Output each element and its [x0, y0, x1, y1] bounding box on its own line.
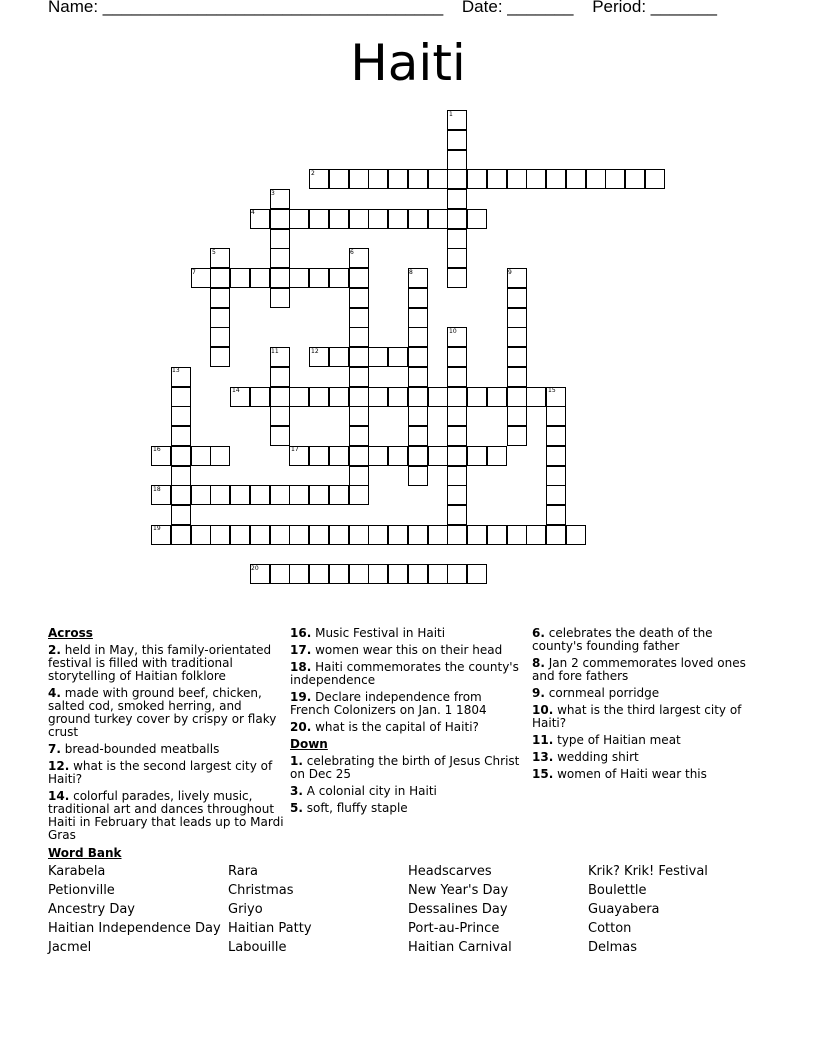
clue-text: what is the second largest city of Haiti? — [48, 759, 273, 786]
clue-text: cornmeal porridge — [548, 686, 660, 700]
word-bank-heading: Word Bank — [48, 846, 122, 860]
grid-cell[interactable] — [349, 525, 369, 545]
word-bank-item: Labouille — [228, 940, 287, 955]
grid-cell[interactable] — [210, 308, 230, 328]
grid-cell[interactable] — [289, 268, 309, 288]
word-bank-item: Christmas — [228, 883, 294, 898]
grid-cell[interactable] — [309, 387, 329, 407]
grid-cell[interactable] — [388, 446, 408, 466]
grid-cell[interactable] — [447, 406, 467, 426]
grid-cell[interactable] — [526, 525, 546, 545]
clue-number: 15 — [548, 387, 556, 394]
grid-cell[interactable] — [230, 525, 250, 545]
grid-cell[interactable] — [546, 505, 566, 525]
clue-text: type of Haitian meat — [557, 733, 681, 747]
grid-cell[interactable] — [526, 387, 546, 407]
clue-num: 16. — [290, 626, 312, 640]
clue-number: 6 — [350, 249, 354, 256]
clue-number: 13 — [172, 367, 180, 374]
clue-number: 12 — [311, 348, 319, 355]
grid-cell[interactable] — [428, 209, 448, 229]
word-bank-item: Guayabera — [588, 902, 660, 917]
grid-cell[interactable] — [546, 485, 566, 505]
clue-text: celebrates the death of the county's founding father — [532, 626, 713, 653]
down-clue — [532, 704, 762, 730]
grid-cell[interactable] — [349, 564, 369, 584]
grid-cell[interactable] — [546, 426, 566, 446]
grid-cell[interactable] — [270, 564, 290, 584]
grid-cell[interactable] — [171, 525, 191, 545]
clue-num: 10. — [532, 703, 554, 717]
word-bank-item: Ancestry Day — [48, 902, 135, 917]
grid-cell[interactable] — [447, 150, 467, 170]
grid-cell[interactable] — [467, 209, 487, 229]
grid-cell[interactable] — [467, 387, 487, 407]
clue-text: Music Festival in Haiti — [315, 626, 446, 640]
grid-cell[interactable] — [507, 525, 527, 545]
clue-text: held in May, this family-orientated festival is filled with traditional storytelling of Haitian folklore — [48, 643, 272, 683]
grid-cell[interactable] — [329, 446, 349, 466]
grid-cell[interactable] — [408, 308, 428, 328]
down-clue — [290, 802, 522, 815]
grid-cell[interactable] — [408, 347, 428, 367]
grid-cell[interactable] — [428, 169, 448, 189]
grid-cell[interactable] — [210, 347, 230, 367]
grid-cell[interactable] — [309, 485, 329, 505]
grid-cell[interactable] — [210, 485, 230, 505]
clue-text: Haiti commemorates the county's independence — [290, 660, 519, 687]
grid-cell[interactable] — [546, 466, 566, 486]
grid-cell[interactable] — [171, 466, 191, 486]
down-clue — [290, 785, 522, 798]
grid-cell[interactable] — [270, 426, 290, 446]
grid-cell[interactable] — [270, 406, 290, 426]
down-clue — [532, 657, 762, 683]
grid-cell[interactable] — [210, 327, 230, 347]
grid-cell[interactable] — [191, 485, 211, 505]
grid-cell[interactable] — [329, 485, 349, 505]
clue-number: 7 — [192, 269, 196, 276]
grid-cell[interactable] — [230, 485, 250, 505]
grid-cell[interactable] — [507, 406, 527, 426]
grid-cell[interactable] — [270, 288, 290, 308]
grid-cell[interactable] — [210, 288, 230, 308]
grid-cell[interactable] — [329, 169, 349, 189]
clue-number: 16 — [153, 446, 161, 453]
grid-cell[interactable] — [270, 525, 290, 545]
clue-number: 2 — [311, 170, 315, 177]
clue-num: 13. — [532, 750, 554, 764]
clue-number: 19 — [153, 525, 161, 532]
grid-cell[interactable] — [349, 367, 369, 387]
clue-number: 5 — [212, 249, 216, 256]
grid-cell[interactable] — [270, 209, 290, 229]
grid-cell[interactable] — [388, 525, 408, 545]
grid-cell[interactable] — [329, 525, 349, 545]
word-bank-item: Delmas — [588, 940, 638, 955]
grid-cell[interactable] — [250, 485, 270, 505]
grid-cell[interactable] — [447, 169, 467, 189]
grid-cell[interactable] — [507, 308, 527, 328]
clue-number: 8 — [409, 269, 413, 276]
grid-cell[interactable] — [349, 387, 369, 407]
grid-cell[interactable] — [566, 525, 586, 545]
clue-num: 17. — [290, 643, 312, 657]
grid-cell[interactable] — [447, 268, 467, 288]
grid-cell[interactable] — [586, 169, 606, 189]
clue-number: 18 — [153, 486, 161, 493]
word-bank-column — [228, 864, 312, 959]
grid-cell[interactable] — [487, 387, 507, 407]
grid-cell[interactable] — [447, 229, 467, 249]
clue-num: 15. — [532, 767, 554, 781]
grid-cell[interactable] — [329, 387, 349, 407]
clue-num: 11. — [532, 733, 554, 747]
grid-cell[interactable] — [329, 347, 349, 367]
clue-text: wedding shirt — [557, 750, 639, 764]
across-clue — [48, 687, 284, 739]
word-bank-item: Karabela — [48, 864, 106, 879]
grid-cell[interactable] — [171, 446, 191, 466]
clue-text: what is the third largest city of Haiti? — [532, 703, 742, 730]
grid-cell[interactable] — [349, 308, 369, 328]
grid-cell[interactable] — [428, 446, 448, 466]
grid-cell[interactable] — [546, 446, 566, 466]
grid-cell[interactable] — [546, 525, 566, 545]
word-bank-item: Griyo — [228, 902, 263, 917]
grid-cell[interactable] — [349, 327, 369, 347]
grid-cell[interactable] — [368, 525, 388, 545]
grid-cell[interactable] — [270, 229, 290, 249]
clue-num: 18. — [290, 660, 312, 674]
clue-num: 7. — [48, 742, 61, 756]
grid-cell[interactable] — [447, 505, 467, 525]
grid-cell[interactable] — [349, 347, 369, 367]
clue-column-3 — [532, 627, 762, 785]
clue-text: celebrating the birth of Jesus Christ on Dec 25 — [290, 754, 520, 781]
grid-cell[interactable] — [408, 288, 428, 308]
across-clue — [48, 743, 284, 756]
grid-cell[interactable] — [447, 387, 467, 407]
clue-text: soft, fluffy staple — [306, 801, 408, 815]
page-title: Haiti — [350, 34, 466, 92]
grid-cell[interactable] — [349, 426, 369, 446]
grid-cell[interactable] — [210, 446, 230, 466]
clue-text: A colonial city in Haiti — [306, 784, 437, 798]
clue-number: 10 — [449, 328, 457, 335]
clue-number: 9 — [508, 269, 512, 276]
grid-cell[interactable] — [349, 485, 369, 505]
grid-cell[interactable] — [171, 406, 191, 426]
down-clue — [532, 627, 762, 653]
grid-cell[interactable] — [171, 485, 191, 505]
grid-cell[interactable] — [408, 367, 428, 387]
grid-cell[interactable] — [191, 446, 211, 466]
clue-num: 6. — [532, 626, 545, 640]
grid-cell[interactable] — [507, 426, 527, 446]
grid-cell[interactable] — [270, 387, 290, 407]
grid-cell[interactable] — [329, 209, 349, 229]
grid-cell[interactable] — [230, 268, 250, 288]
grid-cell[interactable] — [447, 485, 467, 505]
date-field[interactable]: Date: _______ — [461, 0, 574, 16]
grid-cell[interactable] — [447, 347, 467, 367]
clue-number: 3 — [271, 190, 275, 197]
down-clue — [532, 751, 762, 764]
grid-cell[interactable] — [447, 209, 467, 229]
grid-cell[interactable] — [467, 564, 487, 584]
clue-number: 4 — [251, 209, 255, 216]
down-heading: Down — [290, 737, 328, 751]
down-clue — [532, 687, 762, 700]
across-clue — [290, 721, 522, 734]
grid-cell[interactable] — [289, 387, 309, 407]
word-bank-item: Haitian Independence Day — [48, 921, 221, 936]
grid-cell[interactable] — [270, 268, 290, 288]
grid-cell[interactable] — [250, 525, 270, 545]
grid-cell[interactable] — [349, 406, 369, 426]
word-bank-item: Haitian Patty — [228, 921, 312, 936]
across-clue — [290, 627, 522, 640]
across-clue — [290, 644, 522, 657]
clue-num: 12. — [48, 759, 70, 773]
clue-text: made with ground beef, chicken, salted cod, smoked herring, and ground turkey cover by crispy or flaky crust — [48, 686, 277, 739]
grid-cell[interactable] — [447, 189, 467, 209]
grid-cell[interactable] — [526, 169, 546, 189]
grid-cell[interactable] — [349, 268, 369, 288]
grid-cell[interactable] — [447, 367, 467, 387]
clue-column-1 — [48, 627, 284, 846]
grid-cell[interactable] — [467, 169, 487, 189]
clue-num: 20. — [290, 720, 312, 734]
word-bank-item: Rara — [228, 864, 259, 879]
grid-cell[interactable] — [546, 169, 566, 189]
clue-num: 4. — [48, 686, 61, 700]
across-heading: Across — [48, 626, 93, 640]
word-bank-item: Petionville — [48, 883, 115, 898]
grid-cell[interactable] — [408, 525, 428, 545]
grid-cell[interactable] — [507, 367, 527, 387]
grid-cell[interactable] — [289, 525, 309, 545]
clue-num: 1. — [290, 754, 303, 768]
word-bank-item: Haitian Carnival — [408, 940, 512, 955]
clue-num: 8. — [532, 656, 545, 670]
grid-cell[interactable] — [368, 446, 388, 466]
grid-cell[interactable] — [289, 564, 309, 584]
grid-cell[interactable] — [309, 446, 329, 466]
word-bank-item: Jacmel — [48, 940, 92, 955]
period-field[interactable]: Period: _______ — [592, 0, 717, 16]
grid-cell[interactable] — [349, 446, 369, 466]
grid-cell[interactable] — [507, 169, 527, 189]
name-field[interactable]: Name: ____________________________________ — [48, 0, 444, 16]
grid-cell[interactable] — [368, 209, 388, 229]
grid-cell[interactable] — [388, 387, 408, 407]
grid-cell[interactable] — [428, 387, 448, 407]
grid-cell[interactable] — [408, 406, 428, 426]
grid-cell[interactable] — [289, 485, 309, 505]
grid-cell[interactable] — [210, 268, 230, 288]
grid-cell[interactable] — [171, 387, 191, 407]
grid-cell[interactable] — [447, 248, 467, 268]
grid-cell[interactable] — [487, 169, 507, 189]
grid-cell[interactable] — [329, 268, 349, 288]
grid-cell[interactable] — [507, 387, 527, 407]
grid-cell[interactable] — [645, 169, 665, 189]
grid-cell[interactable] — [546, 406, 566, 426]
grid-cell[interactable] — [250, 387, 270, 407]
grid-cell[interactable] — [566, 169, 586, 189]
grid-cell[interactable] — [408, 466, 428, 486]
grid-cell[interactable] — [270, 367, 290, 387]
across-clue — [290, 661, 522, 687]
word-bank-item: Headscarves — [408, 864, 492, 879]
grid-cell[interactable] — [171, 426, 191, 446]
word-bank-item: Cotton — [588, 921, 632, 936]
grid-cell[interactable] — [487, 446, 507, 466]
grid-cell[interactable] — [447, 446, 467, 466]
clue-number: 20 — [251, 565, 259, 572]
word-bank-item: New Year's Day — [408, 883, 509, 898]
clue-text: Declare independence from French Colonizers on Jan. 1 1804 — [290, 690, 487, 717]
grid-cell[interactable] — [447, 564, 467, 584]
grid-cell[interactable] — [210, 525, 230, 545]
grid-cell[interactable] — [605, 169, 625, 189]
grid-cell[interactable] — [408, 446, 428, 466]
clue-column-2 — [290, 627, 522, 819]
down-clue — [290, 755, 522, 781]
down-clue — [532, 734, 762, 747]
grid-cell[interactable] — [329, 564, 349, 584]
grid-cell[interactable] — [428, 564, 448, 584]
word-bank-column — [408, 864, 512, 959]
word-bank-item: Port-au-Prince — [408, 921, 500, 936]
grid-cell[interactable] — [349, 169, 369, 189]
clue-num: 3. — [290, 784, 303, 798]
grid-cell[interactable] — [309, 209, 329, 229]
word-bank-item: Krik? Krik! Festival — [588, 864, 708, 879]
clue-text: Jan 2 commemorates loved ones and fore fathers — [532, 656, 746, 683]
grid-cell[interactable] — [408, 209, 428, 229]
clue-text: women of Haiti wear this — [557, 767, 707, 781]
clue-number: 11 — [271, 348, 279, 355]
grid-cell[interactable] — [447, 130, 467, 150]
grid-cell[interactable] — [507, 288, 527, 308]
grid-cell[interactable] — [349, 288, 369, 308]
grid-cell[interactable] — [388, 347, 408, 367]
grid-cell[interactable] — [289, 209, 309, 229]
grid-cell[interactable] — [467, 525, 487, 545]
clue-num: 5. — [290, 801, 303, 815]
clue-number: 14 — [232, 387, 240, 394]
grid-cell[interactable] — [250, 268, 270, 288]
grid-cell[interactable] — [191, 525, 211, 545]
grid-cell[interactable] — [408, 387, 428, 407]
grid-cell[interactable] — [447, 466, 467, 486]
grid-cell[interactable] — [368, 347, 388, 367]
word-bank-column — [588, 864, 708, 959]
grid-cell[interactable] — [388, 209, 408, 229]
grid-cell[interactable] — [408, 426, 428, 446]
clue-text: women wear this on their head — [315, 643, 503, 657]
across-clue — [48, 760, 284, 786]
grid-cell[interactable] — [368, 169, 388, 189]
grid-cell[interactable] — [507, 347, 527, 367]
grid-cell[interactable] — [408, 169, 428, 189]
grid-cell[interactable] — [625, 169, 645, 189]
across-clue — [48, 790, 284, 842]
clue-num: 19. — [290, 690, 312, 704]
down-clue — [532, 768, 762, 781]
grid-cell[interactable] — [368, 564, 388, 584]
clue-num: 14. — [48, 789, 70, 803]
clue-text: colorful parades, lively music, traditional art and dances throughout Haiti in February that leads up to Mardi Gras — [48, 789, 284, 842]
grid-cell[interactable] — [408, 327, 428, 347]
grid-cell[interactable] — [467, 446, 487, 466]
across-clue — [290, 691, 522, 717]
grid-cell[interactable] — [270, 248, 290, 268]
grid-cell[interactable] — [349, 466, 369, 486]
grid-cell[interactable] — [388, 564, 408, 584]
clue-number: 17 — [291, 446, 299, 453]
grid-cell[interactable] — [428, 525, 448, 545]
across-clue — [48, 644, 284, 683]
grid-cell[interactable] — [309, 525, 329, 545]
grid-cell[interactable] — [270, 485, 290, 505]
grid-cell[interactable] — [447, 426, 467, 446]
grid-cell[interactable] — [368, 387, 388, 407]
grid-cell[interactable] — [309, 268, 329, 288]
grid-cell[interactable] — [309, 564, 329, 584]
grid-cell[interactable] — [487, 525, 507, 545]
grid-cell[interactable] — [408, 564, 428, 584]
word-bank-item: Dessalines Day — [408, 902, 508, 917]
grid-cell[interactable] — [388, 169, 408, 189]
clue-number: 1 — [449, 111, 453, 118]
clue-text: what is the capital of Haiti? — [315, 720, 479, 734]
grid-cell[interactable] — [507, 327, 527, 347]
word-bank-item: Boulettle — [588, 883, 647, 898]
word-bank-column — [48, 864, 221, 959]
clue-num: 2. — [48, 643, 61, 657]
grid-cell[interactable] — [171, 505, 191, 525]
grid-cell[interactable] — [349, 209, 369, 229]
clue-num: 9. — [532, 686, 545, 700]
grid-cell[interactable] — [447, 525, 467, 545]
clue-text: bread-bounded meatballs — [64, 742, 220, 756]
